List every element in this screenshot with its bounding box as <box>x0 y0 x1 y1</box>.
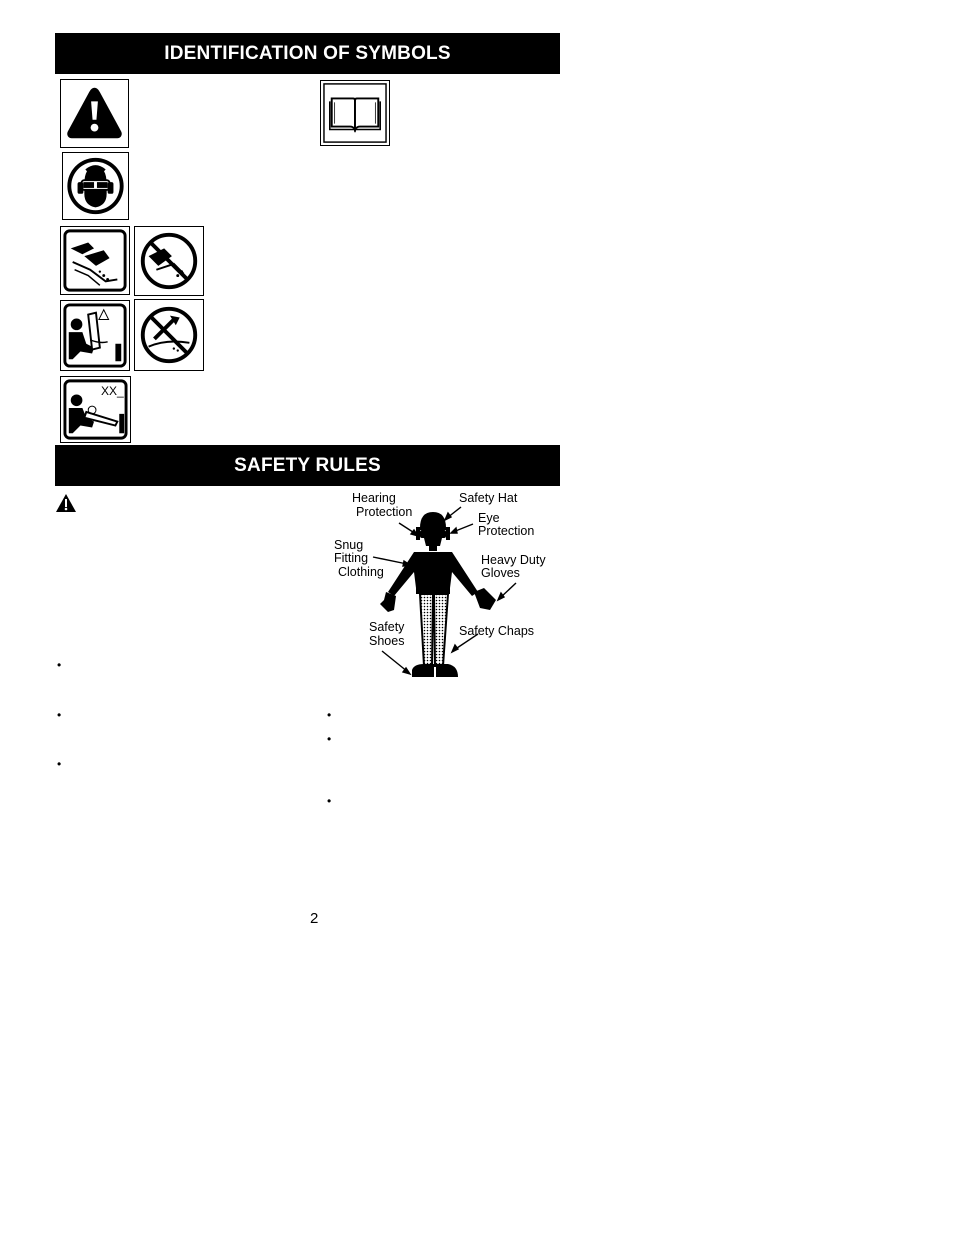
safety-shoes-label-2: Shoes <box>369 634 405 648</box>
hearing-label: Hearing <box>352 491 396 505</box>
bullet-marker: • <box>57 708 62 722</box>
no-one-hand-operation-icon <box>134 226 204 296</box>
eye-protection-label: Protection <box>478 524 535 538</box>
fitting-label: Fitting <box>334 551 369 565</box>
snug-label: Snug <box>334 538 364 552</box>
warning-icon <box>55 493 77 513</box>
safety-alert-icon <box>60 79 129 148</box>
bullet-marker: • <box>327 732 332 746</box>
chain-brake-label: XX_ <box>101 384 124 398</box>
safety-shoes-label-1: Safety <box>369 620 405 634</box>
chain-brake-icon <box>60 376 131 443</box>
clothing-label: Clothing <box>338 565 384 579</box>
eye-label: Eye <box>478 511 500 525</box>
safety-chaps-label: Safety Chaps <box>459 624 535 638</box>
bullet-marker: • <box>327 708 332 722</box>
hearing-protection-label: Protection <box>356 505 413 519</box>
safety-hat-label: Safety Hat <box>459 491 518 505</box>
safety-rules-header: SAFETY RULES <box>55 445 560 486</box>
bullet-marker: • <box>327 794 332 808</box>
read-manual-icon <box>320 80 390 146</box>
gloves-label: Gloves <box>481 566 520 580</box>
identification-of-symbols-header: IDENTIFICATION OF SYMBOLS <box>55 33 560 74</box>
avoid-bar-tip-contact-icon <box>134 299 204 371</box>
bullet-marker: • <box>57 658 62 672</box>
bullet-marker: • <box>57 757 62 771</box>
heavy-duty-label: Heavy Duty <box>481 553 546 567</box>
eye-ear-protection-icon <box>62 152 129 220</box>
page-number: 2 <box>310 910 319 927</box>
kickback-warning-icon <box>60 300 130 371</box>
two-hand-operation-icon <box>60 226 130 295</box>
